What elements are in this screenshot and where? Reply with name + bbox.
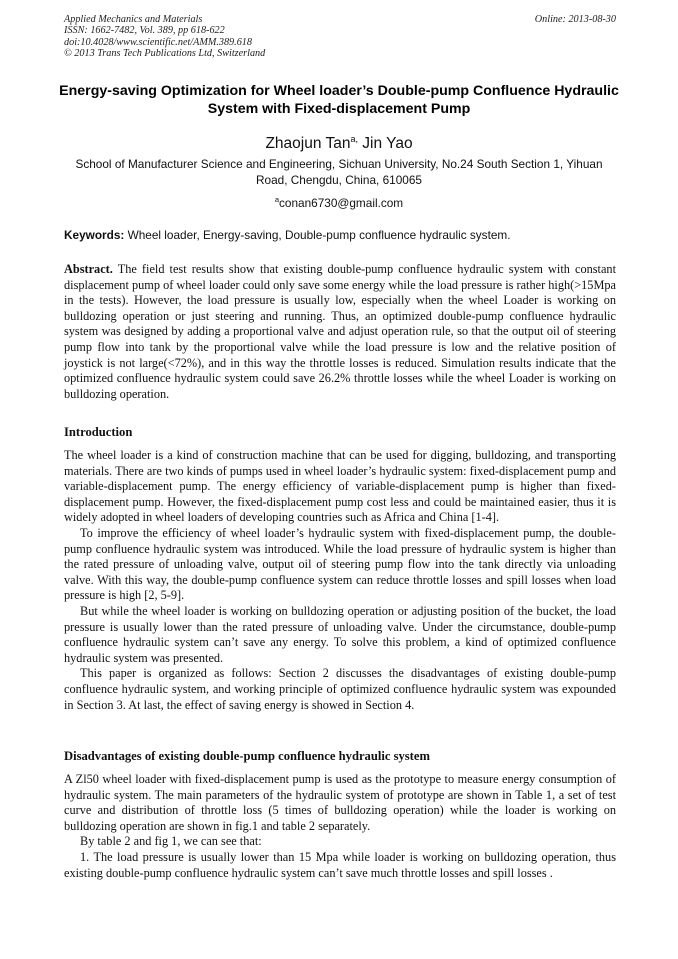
journal-doi: doi:10.4028/www.scientific.net/AMM.389.618 bbox=[64, 36, 252, 48]
author-name: Jin Yao bbox=[357, 135, 413, 153]
journal-copyright: © 2013 Trans Tech Publications Ltd, Switzerland bbox=[64, 48, 266, 60]
email-address[interactable]: conan6730@gmail.com bbox=[279, 195, 404, 210]
paragraph: 1. The load pressure is usually lower than 15 Mpa while loader is working on bulldozing operation, thus existing double-pump confluence hydraulic system can’t save much throttle losses and spill losses . bbox=[64, 849, 616, 880]
paragraph: By table 2 and fig 1, we can see that: bbox=[80, 834, 262, 849]
author-name: Zhaojun Tan bbox=[265, 135, 351, 153]
journal-header bbox=[64, 14, 616, 60]
paragraph: But while the wheel loader is working on bulldozing operation or adjusting position of the bucket, the load pressure is usually lower than the rated pressure of unloading valve. Under the circumstance, double-pump confluence hydraulic system can’t save any energy. To solve this problem, a kind of optimized confluence hydraulic system was presented. bbox=[64, 603, 616, 665]
keywords-text: Wheel loader, Energy-saving, Double-pump confluence hydraulic system. bbox=[124, 228, 511, 242]
paragraph: The wheel loader is a kind of construction machine that can be used for digging, bulldozing, and transporting materials. There are two kinds of pumps used in wheel loader’s hydraulic system: fixed-displacement pump and variable-displacement pump. The energy efficiency of variable-displacement pump is higher than fixed-displacement pump. However, the fixed-displacement pump cost less and could be maintained easier, thus it is widely adopted in wheel loaders of developing countries such as Africa and China [1-4]. bbox=[64, 448, 616, 525]
email-line bbox=[40, 192, 638, 211]
heading-disadvantages: Disadvantages of existing double-pump confluence hydraulic system bbox=[64, 749, 430, 763]
journal-issn: ISSN: 1662-7482, Vol. 389, pp 618-622 bbox=[64, 25, 225, 37]
email-mark: a bbox=[274, 195, 280, 204]
paragraph: A Zl50 wheel loader with fixed-displacement pump is used as the prototype to measure energy consumption of hydraulic system. The main parameters of the hydraulic system of prototype are shown in Table 1, a set of test curve and distribution of throttle loss (5 times of bulldozing operation) while the loader is working on bulldozing operation are shown in fig.1 and table 2 separately. bbox=[64, 772, 616, 833]
journal-name: Applied Mechanics and Materials bbox=[64, 14, 203, 25]
affiliation: School of Manufacturer Science and Engineering, Sichuan University, No.24 South Section 1, Yihuan Road, Chengdu, China, 610065 bbox=[75, 157, 603, 187]
abstract bbox=[64, 262, 616, 402]
heading-introduction: Introduction bbox=[64, 425, 133, 439]
abstract-label: Abstract. bbox=[64, 262, 113, 276]
online-date: Online: 2013-08-30 bbox=[534, 14, 616, 25]
author-line bbox=[40, 130, 638, 153]
author-affil-mark: a, bbox=[350, 134, 358, 144]
keywords bbox=[64, 228, 616, 243]
keywords-label: Keywords: bbox=[64, 228, 125, 242]
paragraph: To improve the efficiency of wheel loader’s hydraulic system with fixed-displacement pump, the double-pump confluence hydraulic system was introduced. While the load pressure of hydraulic system is higher than the rated pressure of unloading valve, output oil of steering pump flow into the tank directly via unloading valve. With this way, the double-pump confluence system can reduce throttle losses and spill losses when load pressure is high [2, 5-9]. bbox=[64, 525, 616, 603]
paper-title: Energy-saving Optimization for Wheel loader’s Double-pump Confluence Hydraulic System with Fixed-displacement Pump bbox=[59, 83, 619, 117]
abstract-text: The field test results show that existing double-pump confluence hydraulic system with constant displacement pump of wheel loader could only save some energy while the load pressure is rather high(>15Mpa in the tests). However, the load pressure is usually low, especially when the wheel Loader is working on bulldozing operation or just steering and running. Thus, an optimized double-pump confluence hydraulic system was designed by adding a proportional valve and adjust operation rule, so that the output oil of steering pump flow into tank by the proportional valve while the load pressure is low and the relative position of joystick is not large(<72%), and in this way the throttle losses is reduced. Simulation results indicate that the optimized confluence hydraulic system could save 26.2% throttle losses while the wheel Loader is working on bulldozing operation. bbox=[64, 262, 616, 401]
introduction-body bbox=[64, 448, 616, 713]
section2-body bbox=[64, 772, 616, 881]
paragraph: This paper is organized as follows: Section 2 discusses the disadvantages of existing double-pump confluence hydraulic system, and working principle of optimized confluence hydraulic system was expounded in Section 3. At last, the effect of saving energy is showed in Section 4. bbox=[64, 666, 616, 712]
